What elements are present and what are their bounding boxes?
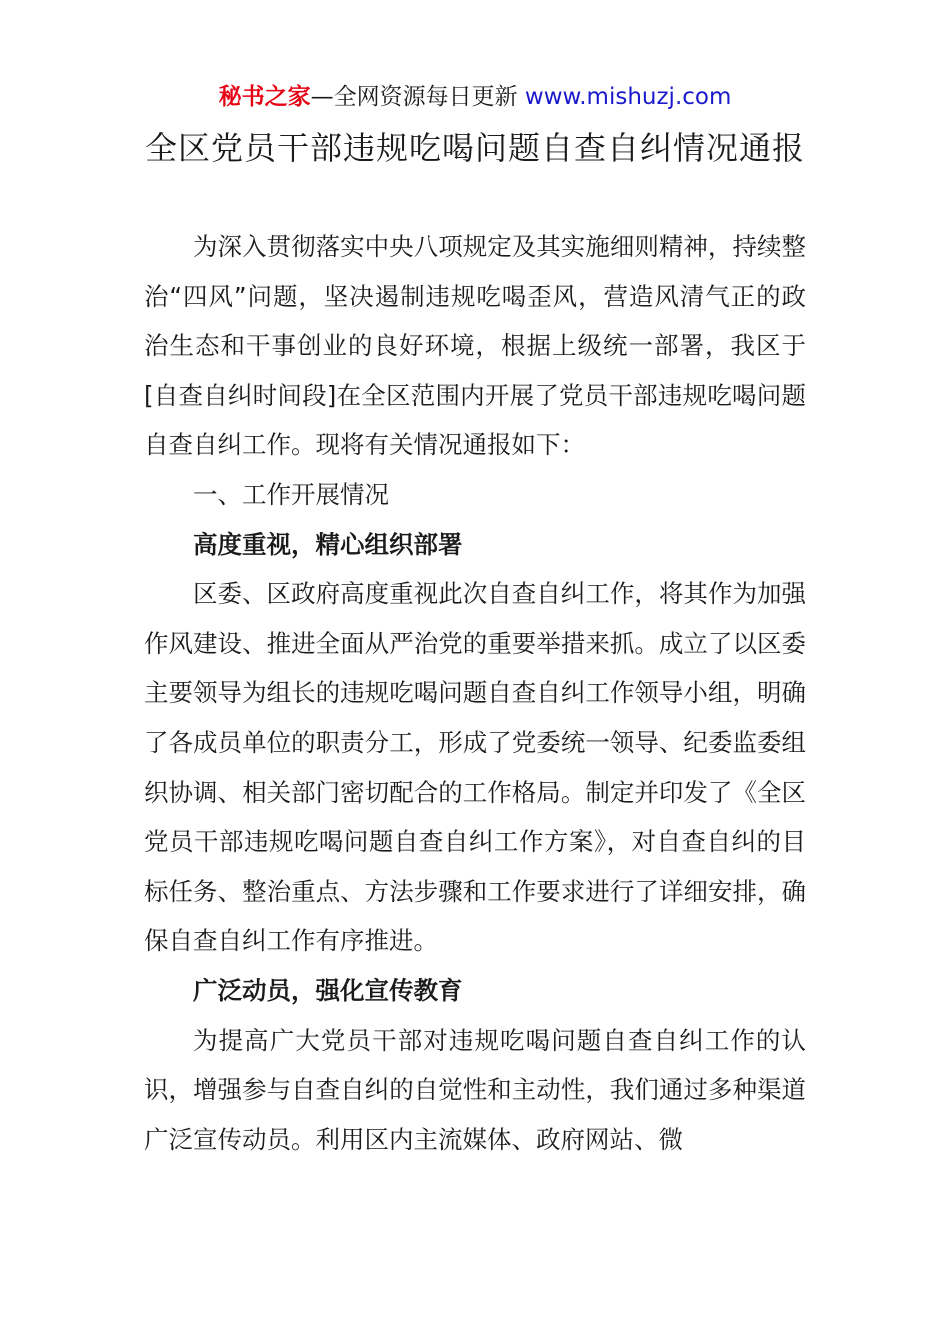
brand-name: 秘书之家 <box>218 84 311 110</box>
organize-paragraph: 区委、区政府高度重视此次自查自纠工作，将其作为加强作风建设、推进全面从严治党的重要举措来抓。成立了以区委主要领导为组长的违规吃喝问题自查自纠工作领导小组，明确了各成员单位的职责分工，形成了党委统一领导、纪委监委组织协调、相关部门密切配合的工作格局。制定并印发了《全区党员干部违规吃喝问题自查自纠工作方案》，对自查自纠的目标任务、整治重点、方法步骤和工作要求进行了详细安排，确保自查自纠工作有序推进。 <box>144 579 806 956</box>
header-tagline: —全网资源每日更新 <box>310 84 525 110</box>
publicity-paragraph: 为提高广大党员干部对违规吃喝问题自查自纠工作的认识，增强参与自查自纠的自觉性和主动性，我们通过多种渠道广泛宣传动员。利用区内主流媒体、政府网站、微 <box>144 1025 806 1154</box>
subheading-publicity: 广泛动员，强化宣传教育 <box>193 975 463 1005</box>
intro-paragraph: 为深入贯彻落实中央八项规定及其实施细则精神，持续整治“四风”问题，坚决遏制违规吃喝歪风，营造风清气正的政治生态和干事创业的良好环境，根据上级统一部署，我区于[自查自纠时间段]在全区范围内开展了党员干部违规吃喝问题自查自纠工作。现将有关情况通报如下： <box>144 232 806 460</box>
document-title: 全区党员干部违规吃喝问题自查自纠情况通报 <box>144 129 805 167</box>
site-url: www.mishuzj.com <box>524 84 732 110</box>
section-heading: 一、工作开展情况 <box>193 479 389 509</box>
document-body <box>144 222 806 1164</box>
site-header <box>0 80 950 114</box>
subheading-organize: 高度重视，精心组织部署 <box>193 529 463 559</box>
